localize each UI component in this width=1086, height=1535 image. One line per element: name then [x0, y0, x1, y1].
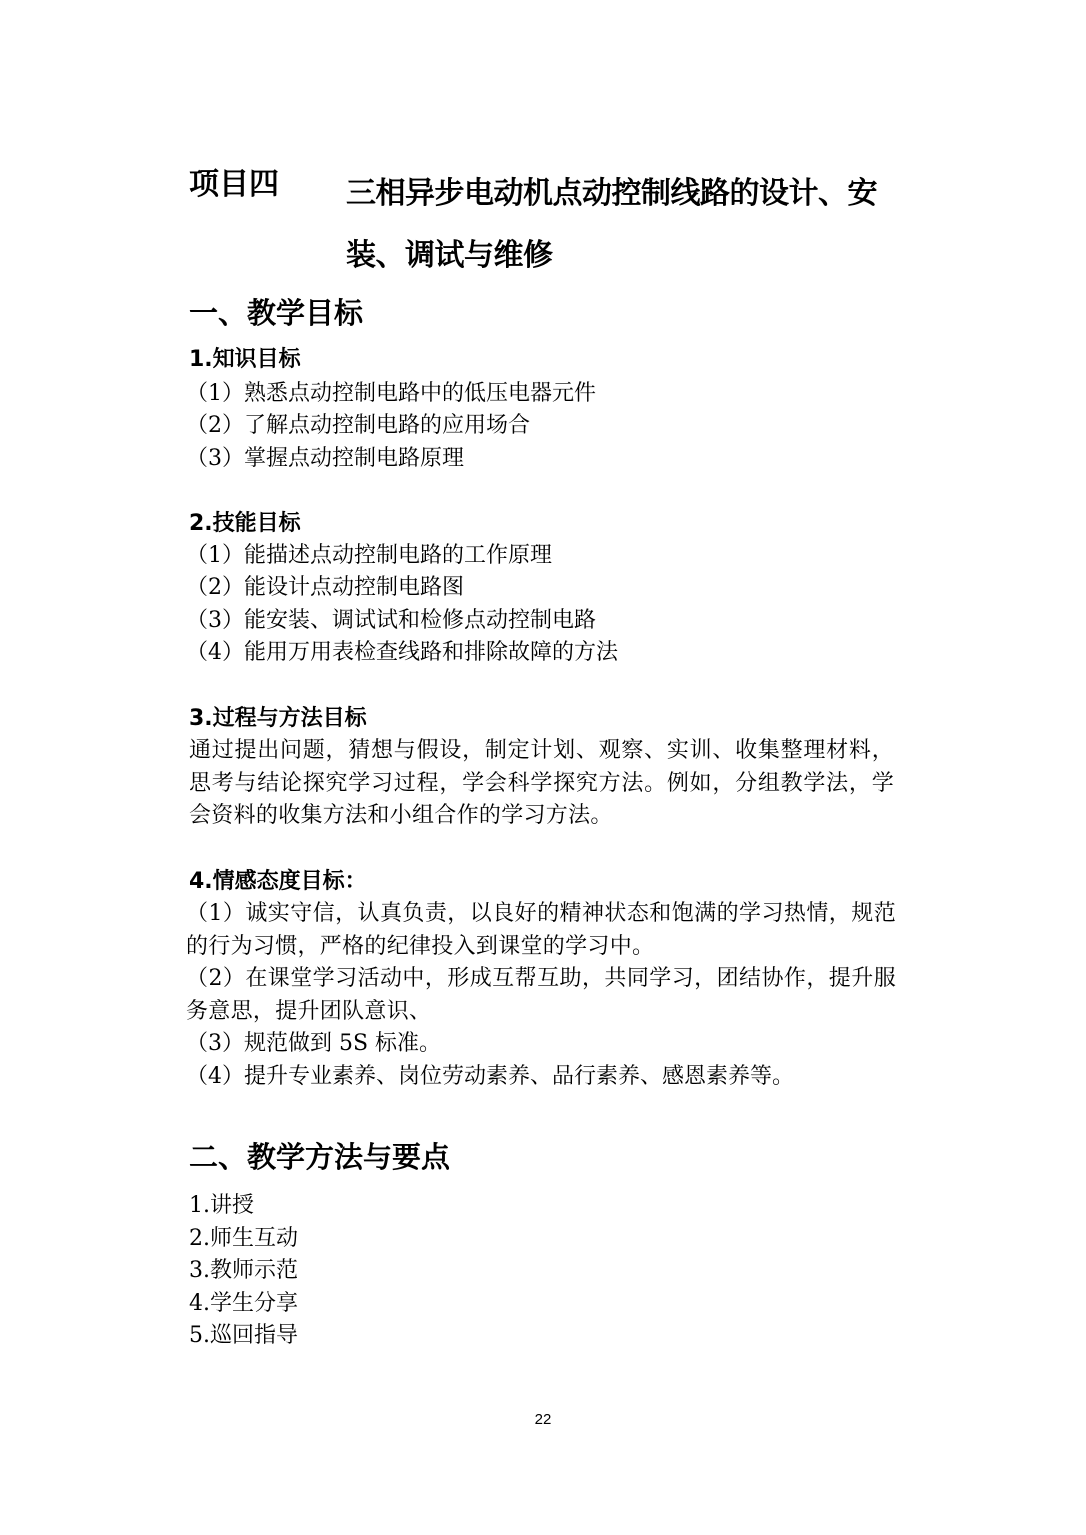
skill-goal-item: （3）能安装、调试试和检修点动控制电路	[186, 608, 596, 633]
skill-goals-heading: 2.技能目标	[189, 511, 301, 536]
emotion-attitude-goals-heading: 4.情感态度目标：	[189, 869, 367, 894]
section-heading-teaching-goals: 一、教学目标	[189, 296, 364, 330]
teaching-method-item: 3.教师示范	[189, 1258, 298, 1283]
section-heading-teaching-methods: 二、教学方法与要点	[189, 1140, 451, 1174]
skill-goal-item: （2）能设计点动控制电路图	[186, 575, 464, 600]
emotion-goal-item: （3）规范做到 5S 标准。	[186, 1031, 442, 1056]
skill-goal-item: （1）能描述点动控制电路的工作原理	[186, 543, 552, 568]
knowledge-goal-item: （3）掌握点动控制电路原理	[186, 446, 464, 471]
process-method-goals-heading: 3.过程与方法目标	[189, 706, 367, 731]
knowledge-goal-item: （2）了解点动控制电路的应用场合	[186, 413, 530, 438]
emotion-goal-item: （1）诚实守信，认真负责，以良好的精神状态和饱满的学习热情，规范的行为习惯，严格的纪律投入到课堂的学习中。	[186, 901, 896, 959]
project-label: 项目四	[189, 167, 279, 202]
teaching-method-item: 1.讲授	[189, 1193, 254, 1218]
knowledge-goal-item: （1）熟悉点动控制电路中的低压电器元件	[186, 381, 596, 406]
teaching-method-item: 2.师生互动	[189, 1226, 298, 1251]
page-number: 22	[534, 1411, 552, 1428]
emotion-goal-item: （4）提升专业素养、岗位劳动素养、品行素养、感恩素养等。	[186, 1064, 794, 1089]
project-title: 三相异步电动机点动控制线路的设计、安装、调试与维修	[346, 176, 877, 273]
process-method-goals-text: 通过提出问题，猜想与假设，制定计划、观察、实训、收集整理材料，思考与结论探究学习过程，学会科学探究方法。例如，分组教学法，学会资料的收集方法和小组合作的学习方法。	[189, 738, 894, 828]
teaching-method-item: 5.巡回指导	[189, 1323, 298, 1348]
teaching-method-item: 4.学生分享	[189, 1291, 298, 1316]
knowledge-goals-heading: 1.知识目标	[189, 347, 301, 372]
emotion-goal-item: （2）在课堂学习活动中，形成互帮互助，共同学习，团结协作，提升服务意思，提升团队意识、	[186, 966, 896, 1024]
skill-goal-item: （4）能用万用表检查线路和排除故障的方法	[186, 640, 618, 665]
